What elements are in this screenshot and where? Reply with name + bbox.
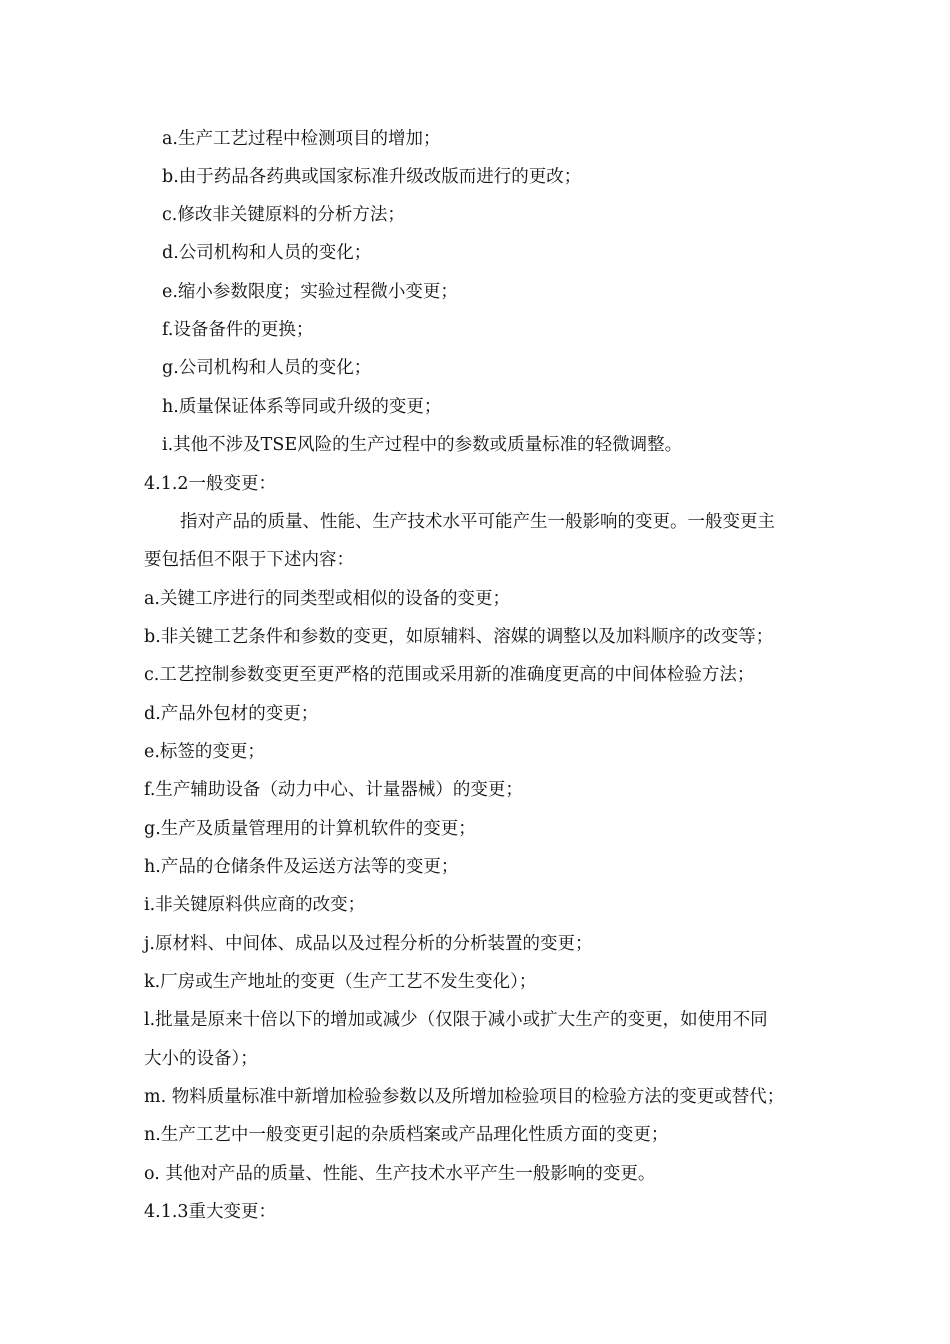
general-item-l: l.批量是原来十倍以下的增加或减少（仅限于减小或扩大生产的变更，如使用不同 <box>144 1010 768 1030</box>
minor-item-c: c.修改非关键原料的分析方法； <box>162 205 405 225</box>
section-intro-line-1: 指对产品的质量、性能、生产技术水平可能产生一般影响的变更。一般变更主 <box>180 512 775 532</box>
section-heading-4-1-2: 4.1.2一般变更： <box>144 474 277 494</box>
general-item-o: o. 其他对产品的质量、性能、生产技术水平产生一般影响的变更。 <box>144 1164 656 1184</box>
general-item-i: i.非关键原料供应商的改变； <box>144 895 366 915</box>
section-heading-4-1-3: 4.1.3重大变更： <box>144 1202 277 1222</box>
general-item-a: a.关键工序进行的同类型或相似的设备的变更； <box>144 589 510 609</box>
general-item-k: k.厂房或生产地址的变更（生产工艺不发生变化）； <box>144 972 537 992</box>
general-item-e: e.标签的变更； <box>144 742 265 762</box>
minor-item-i: i.其他不涉及TSE风险的生产过程中的参数或质量标准的轻微调整。 <box>162 435 683 455</box>
general-item-g: g.生产及质量管理用的计算机软件的变更； <box>144 819 476 839</box>
minor-item-e: e.缩小参数限度；实验过程微小变更； <box>162 282 458 302</box>
minor-item-b: b.由于药品各药典或国家标准升级改版而进行的更改； <box>162 167 582 187</box>
general-item-b: b.非关键工艺条件和参数的变更，如原辅料、溶媒的调整以及加料顺序的改变等； <box>144 627 774 647</box>
general-item-h: h.产品的仓储条件及运送方法等的变更； <box>144 857 459 877</box>
minor-item-h: h.质量保证体系等同或升级的变更； <box>162 397 442 417</box>
general-item-f: f.生产辅助设备（动力中心、计量器械）的变更； <box>144 780 523 800</box>
general-item-m: m. 物料质量标准中新增加检验参数以及所增加检验项目的检验方法的变更或替代； <box>144 1087 785 1107</box>
minor-item-g: g.公司机构和人员的变化； <box>162 358 372 378</box>
minor-item-d: d.公司机构和人员的变化； <box>162 243 372 263</box>
general-item-c: c.工艺控制参数变更至更严格的范围或采用新的准确度更高的中间体检验方法； <box>144 665 755 685</box>
minor-item-f: f.设备备件的更换； <box>162 320 314 340</box>
general-item-l-continued: 大小的设备）； <box>144 1049 258 1069</box>
general-item-n: n.生产工艺中一般变更引起的杂质档案或产品理化性质方面的变更； <box>144 1125 669 1145</box>
general-item-j: j.原材料、中间体、成品以及过程分析的分析装置的变更； <box>144 934 593 954</box>
general-item-d: d.产品外包材的变更； <box>144 704 319 724</box>
minor-item-a: a.生产工艺过程中检测项目的增加； <box>162 129 441 149</box>
section-intro-line-2: 要包括但不限于下述内容： <box>144 550 354 570</box>
